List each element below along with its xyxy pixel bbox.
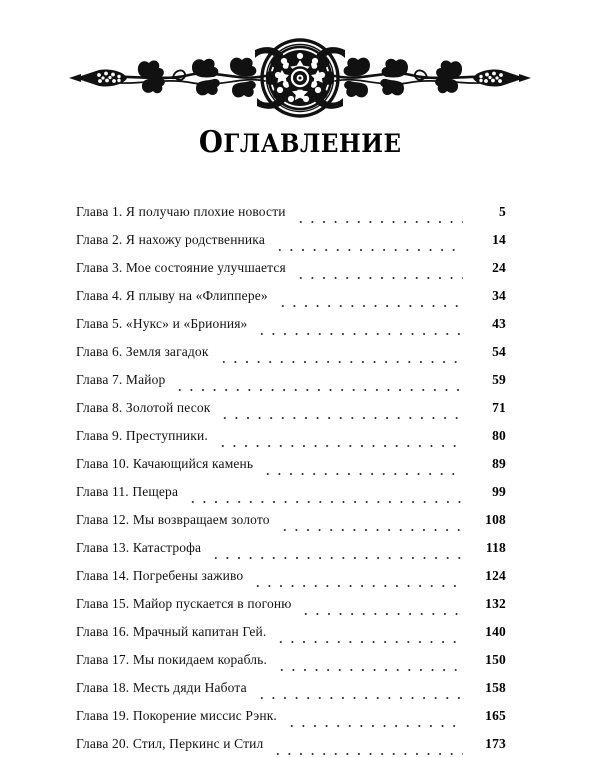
toc-dot-leader — [275, 632, 463, 646]
toc-entry[interactable] — [76, 338, 506, 366]
toc-entry[interactable] — [76, 394, 506, 422]
toc-dot-leader — [279, 520, 463, 534]
toc-entry-title: Глава 2. Я нахожу родственника — [76, 232, 265, 247]
ornament-vignette — [0, 30, 600, 126]
toc-entry-title: Глава 18. Месть дяди Набота — [76, 680, 247, 695]
toc-entry[interactable] — [76, 422, 506, 450]
toc-dot-leader — [272, 744, 463, 758]
toc-dot-leader — [256, 688, 463, 702]
toc-dot-leader — [286, 716, 463, 730]
toc-entry-page: 5 — [499, 204, 506, 219]
toc-entry[interactable] — [76, 702, 506, 730]
toc-entry-title: Глава 10. Качающийся камень — [76, 456, 254, 471]
toc-entry-page: 108 — [485, 512, 506, 527]
toc-entry-title: Глава 15. Майор пускается в погоню — [76, 596, 292, 611]
toc-entry[interactable] — [76, 534, 506, 562]
toc-entry[interactable] — [76, 450, 506, 478]
toc-entry-title: Глава 1. Я получаю плохие новости — [76, 204, 286, 219]
toc-entry-title: Глава 6. Земля загадок — [76, 344, 209, 359]
toc-dot-leader — [187, 492, 463, 506]
toc-dot-leader — [174, 380, 463, 394]
toc-entry[interactable] — [76, 310, 506, 338]
toc-dot-leader — [252, 576, 463, 590]
toc-entry-page: 71 — [492, 400, 506, 415]
toc-entry[interactable] — [76, 590, 506, 618]
toc-entry[interactable] — [76, 562, 506, 590]
toc-entry-page: 140 — [485, 624, 506, 639]
toc-entry-page: 165 — [485, 708, 506, 723]
toc-entry-page: 99 — [492, 484, 506, 499]
toc-entry-title: Глава 4. Я плыву на «Флиппере» — [76, 288, 268, 303]
toc-dot-leader — [210, 548, 463, 562]
page-title-text — [198, 125, 402, 160]
toc-entry-title: Глава 7. Майор — [76, 372, 166, 387]
toc-entry-title: Глава 3. Мое состояние улучшается — [76, 260, 286, 275]
toc-entry[interactable] — [76, 506, 506, 534]
toc-dot-leader — [262, 464, 463, 478]
toc-entry[interactable] — [76, 198, 506, 226]
page-title — [0, 125, 600, 160]
toc-entry-page: 89 — [492, 456, 506, 471]
toc-entry-title: Глава 19. Покорение миссис Рэнк. — [76, 708, 277, 723]
toc-dot-leader — [219, 408, 463, 422]
toc-dot-leader — [256, 324, 463, 338]
toc-entry[interactable] — [76, 674, 506, 702]
toc-entry-title: Глава 13. Катастрофа — [76, 540, 202, 555]
toc-entry[interactable] — [76, 618, 506, 646]
toc-entry-title: Глава 20. Стил, Перкинс и Стил — [76, 736, 264, 751]
toc-dot-leader — [217, 436, 463, 450]
toc-entry-title: Глава 14. Погребены заживо — [76, 568, 244, 583]
toc-entry[interactable] — [76, 646, 506, 674]
toc-entry[interactable] — [76, 478, 506, 506]
toc-dot-leader — [276, 660, 463, 674]
toc-entry-title: Глава 8. Золотой песок — [76, 400, 211, 415]
toc-entry-page: 43 — [492, 316, 506, 331]
toc-entry[interactable] — [76, 282, 506, 310]
toc-dot-leader — [295, 268, 463, 282]
toc-entry[interactable] — [76, 226, 506, 254]
toc-entry-page: 34 — [492, 288, 506, 303]
toc-entry-page: 24 — [492, 260, 506, 275]
toc-entry-title: Глава 12. Мы возвращаем золото — [76, 512, 270, 527]
toc-dot-leader — [218, 352, 463, 366]
toc-entry-page: 173 — [485, 736, 506, 751]
toc-entry-page: 132 — [485, 596, 506, 611]
toc-entry-title: Глава 17. Мы покидаем корабль. — [76, 652, 267, 667]
toc-dot-leader — [274, 240, 463, 254]
toc-entry-title: Глава 16. Мрачный капитан Гей. — [76, 624, 267, 639]
toc-dot-leader — [300, 604, 463, 618]
toc-entry-page: 124 — [485, 568, 506, 583]
toc-entry-page: 59 — [492, 372, 506, 387]
page-title-initial: О — [198, 125, 224, 160]
toc-entry-title: Глава 11. Пещера — [76, 484, 179, 499]
toc-entry[interactable] — [76, 254, 506, 282]
toc-entry[interactable] — [76, 730, 506, 758]
table-of-contents — [76, 198, 506, 758]
toc-entry-title: Глава 9. Преступники. — [76, 428, 208, 443]
page-title-rest: ГЛАВЛЕНИЕ — [223, 129, 402, 158]
toc-entry-title: Глава 5. «Нукс» и «Бриония» — [76, 316, 248, 331]
toc-entry-page: 14 — [492, 232, 506, 247]
toc-entry-page: 118 — [485, 540, 506, 555]
toc-entry-page: 158 — [485, 680, 506, 695]
toc-dot-leader — [295, 212, 463, 226]
toc-dot-leader — [277, 296, 463, 310]
toc-entry-page: 80 — [492, 428, 506, 443]
toc-entry-page: 54 — [492, 344, 506, 359]
toc-entry[interactable] — [76, 366, 506, 394]
toc-entry-page: 150 — [485, 652, 506, 667]
